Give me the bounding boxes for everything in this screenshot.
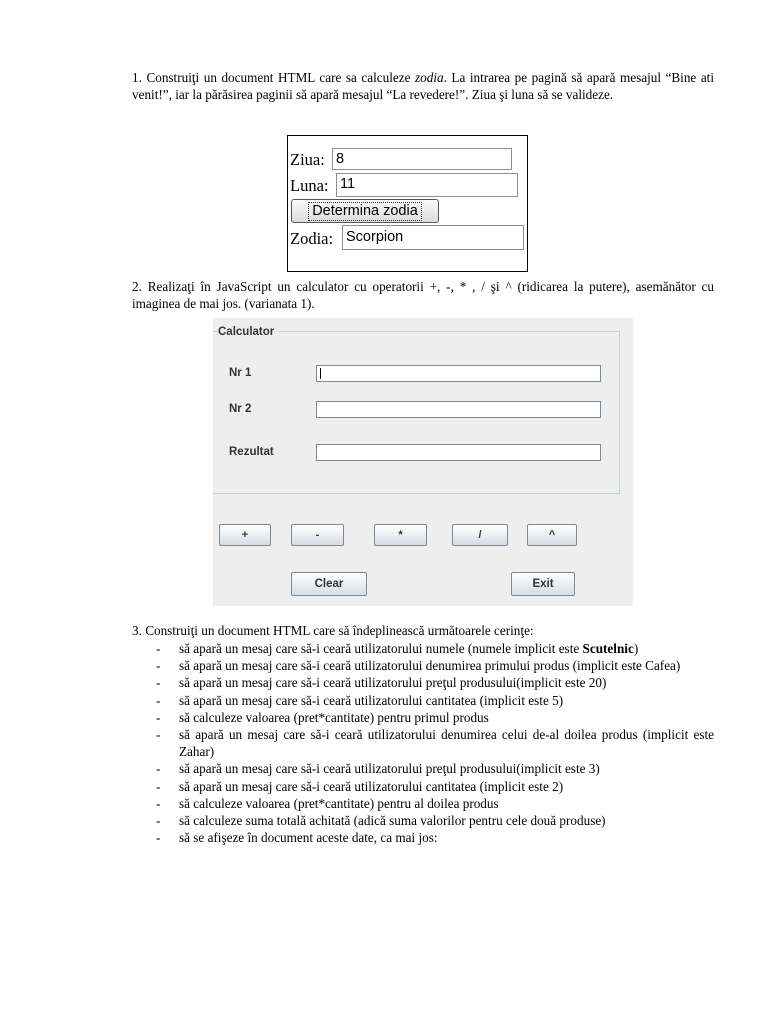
bullet-dash: - — [156, 761, 161, 777]
calculator-title: Calculator — [218, 326, 278, 338]
bullet-dash: - — [156, 692, 161, 708]
exercise-3-text — [132, 622, 714, 639]
zodiac-form-figure — [287, 135, 528, 272]
plus-button[interactable]: + — [219, 524, 271, 546]
list-item-text: să calculeze valoarea (pret*cantitate) pentru primul produs — [179, 709, 489, 725]
bullet-dash: - — [156, 778, 161, 794]
nr1-input[interactable] — [316, 365, 601, 382]
bullet-dash: - — [156, 675, 161, 691]
list-item-text: să apară un mesaj care să-i ceară utilizatorului cantitatea (implicit este 5) — [179, 692, 564, 708]
list-item-text: să calculeze valoarea (pret*cantitate) pentru al doilea produs — [179, 795, 499, 811]
requirements-list — [132, 640, 714, 846]
exercise-1-number: 1. — [132, 70, 142, 85]
determina-zodia-button[interactable] — [291, 199, 439, 223]
list-item-text: să apară un mesaj care să-i ceară utilizatorului denumirea primului produs (implicit este Cafea) — [179, 658, 681, 674]
calculator-figure — [213, 318, 633, 606]
exercise-3-number: 3. — [132, 623, 142, 638]
list-item-text: să apară un mesaj care să-i ceară utilizatorului preţul produsului(implicit este 20) — [179, 675, 607, 691]
list-item — [132, 795, 714, 812]
list-item-text: să apară un mesaj care să-i ceară utilizatorului denumirea celui de-al doilea produs (implicit este Zahar) — [179, 727, 714, 760]
exercise-1-emphasis: zodia — [415, 70, 444, 85]
bullet-dash: - — [156, 830, 161, 846]
list-item — [132, 674, 714, 691]
bullet-dash: - — [156, 641, 161, 656]
nr1-label: Nr 1 — [229, 367, 252, 379]
list-item — [132, 640, 714, 657]
nr2-input[interactable] — [316, 401, 601, 418]
list-item-text: să se afişeze în document aceste date, ca mai jos: — [179, 830, 438, 846]
bullet-dash: - — [156, 658, 161, 674]
bullet-dash: - — [156, 709, 161, 725]
list-item-bold: Scutelnic — [582, 641, 634, 656]
bullet-dash: - — [156, 727, 161, 743]
list-item — [132, 812, 714, 829]
determina-zodia-label: Determina zodia — [308, 202, 422, 221]
exercise-2-number: 2. — [132, 279, 142, 294]
list-item-text: să calculeze suma totală achitată (adică suma valorilor pentru cele două produse) — [179, 813, 606, 829]
exercise-1-text-a: Construiţi un document HTML care sa calculeze — [146, 70, 416, 85]
divide-button[interactable]: / — [452, 524, 508, 546]
list-item — [132, 778, 714, 795]
list-item — [132, 726, 714, 760]
exercise-1-text-b: . La intrarea pe pagină să apară mesajul “Bine ati venit!”, iar la părăsirea paginii să apară mesajul “La revedere!”. Ziua şi luna să se valideze. — [132, 70, 715, 102]
rezultat-output[interactable] — [316, 444, 601, 461]
list-item — [132, 709, 714, 726]
exercise-1-text — [132, 69, 714, 103]
minus-button[interactable]: - — [291, 524, 344, 546]
exercise-2-body: Realizaţi în JavaScript un calculator cu operatorii +, -, * , / şi ^ (ridicarea la putere), asemănător cu imaginea de mai jos. (varianata 1). — [132, 279, 715, 311]
multiply-button[interactable]: * — [374, 524, 427, 546]
rezultat-label: Rezultat — [229, 446, 274, 458]
luna-label: Luna: — [290, 176, 329, 195]
list-item — [132, 692, 714, 709]
clear-button[interactable]: Clear — [291, 572, 367, 596]
list-item-text: să apară un mesaj care să-i ceară utilizatorului cantitatea (implicit este 2) — [179, 778, 564, 794]
text-caret — [320, 368, 321, 379]
nr2-label: Nr 2 — [229, 403, 252, 415]
bullet-dash: - — [156, 795, 161, 811]
exit-button[interactable]: Exit — [511, 572, 575, 596]
bullet-dash: - — [156, 813, 161, 829]
list-item-text-a: să apară un mesaj care să-i ceară utilizatorului numele (numele implicit este — [179, 641, 583, 656]
zodia-label: Zodia: — [290, 229, 334, 248]
luna-input[interactable]: 11 — [336, 173, 518, 197]
zodia-output[interactable]: Scorpion — [342, 225, 524, 250]
list-item — [132, 829, 714, 846]
power-button[interactable]: ^ — [527, 524, 577, 546]
list-item-text: să apară un mesaj care să-i ceară utilizatorului preţul produsului(implicit este 3) — [179, 761, 600, 777]
ziua-input[interactable]: 8 — [332, 148, 512, 170]
exercise-3-body: Construiţi un document HTML care să îndeplinească următoarele cerinţe: — [145, 623, 534, 638]
list-item — [132, 760, 714, 777]
ziua-label: Ziua: — [290, 150, 325, 169]
list-item — [132, 657, 714, 674]
exercise-2-text — [132, 278, 714, 312]
list-item-text-b: ) — [633, 641, 639, 656]
